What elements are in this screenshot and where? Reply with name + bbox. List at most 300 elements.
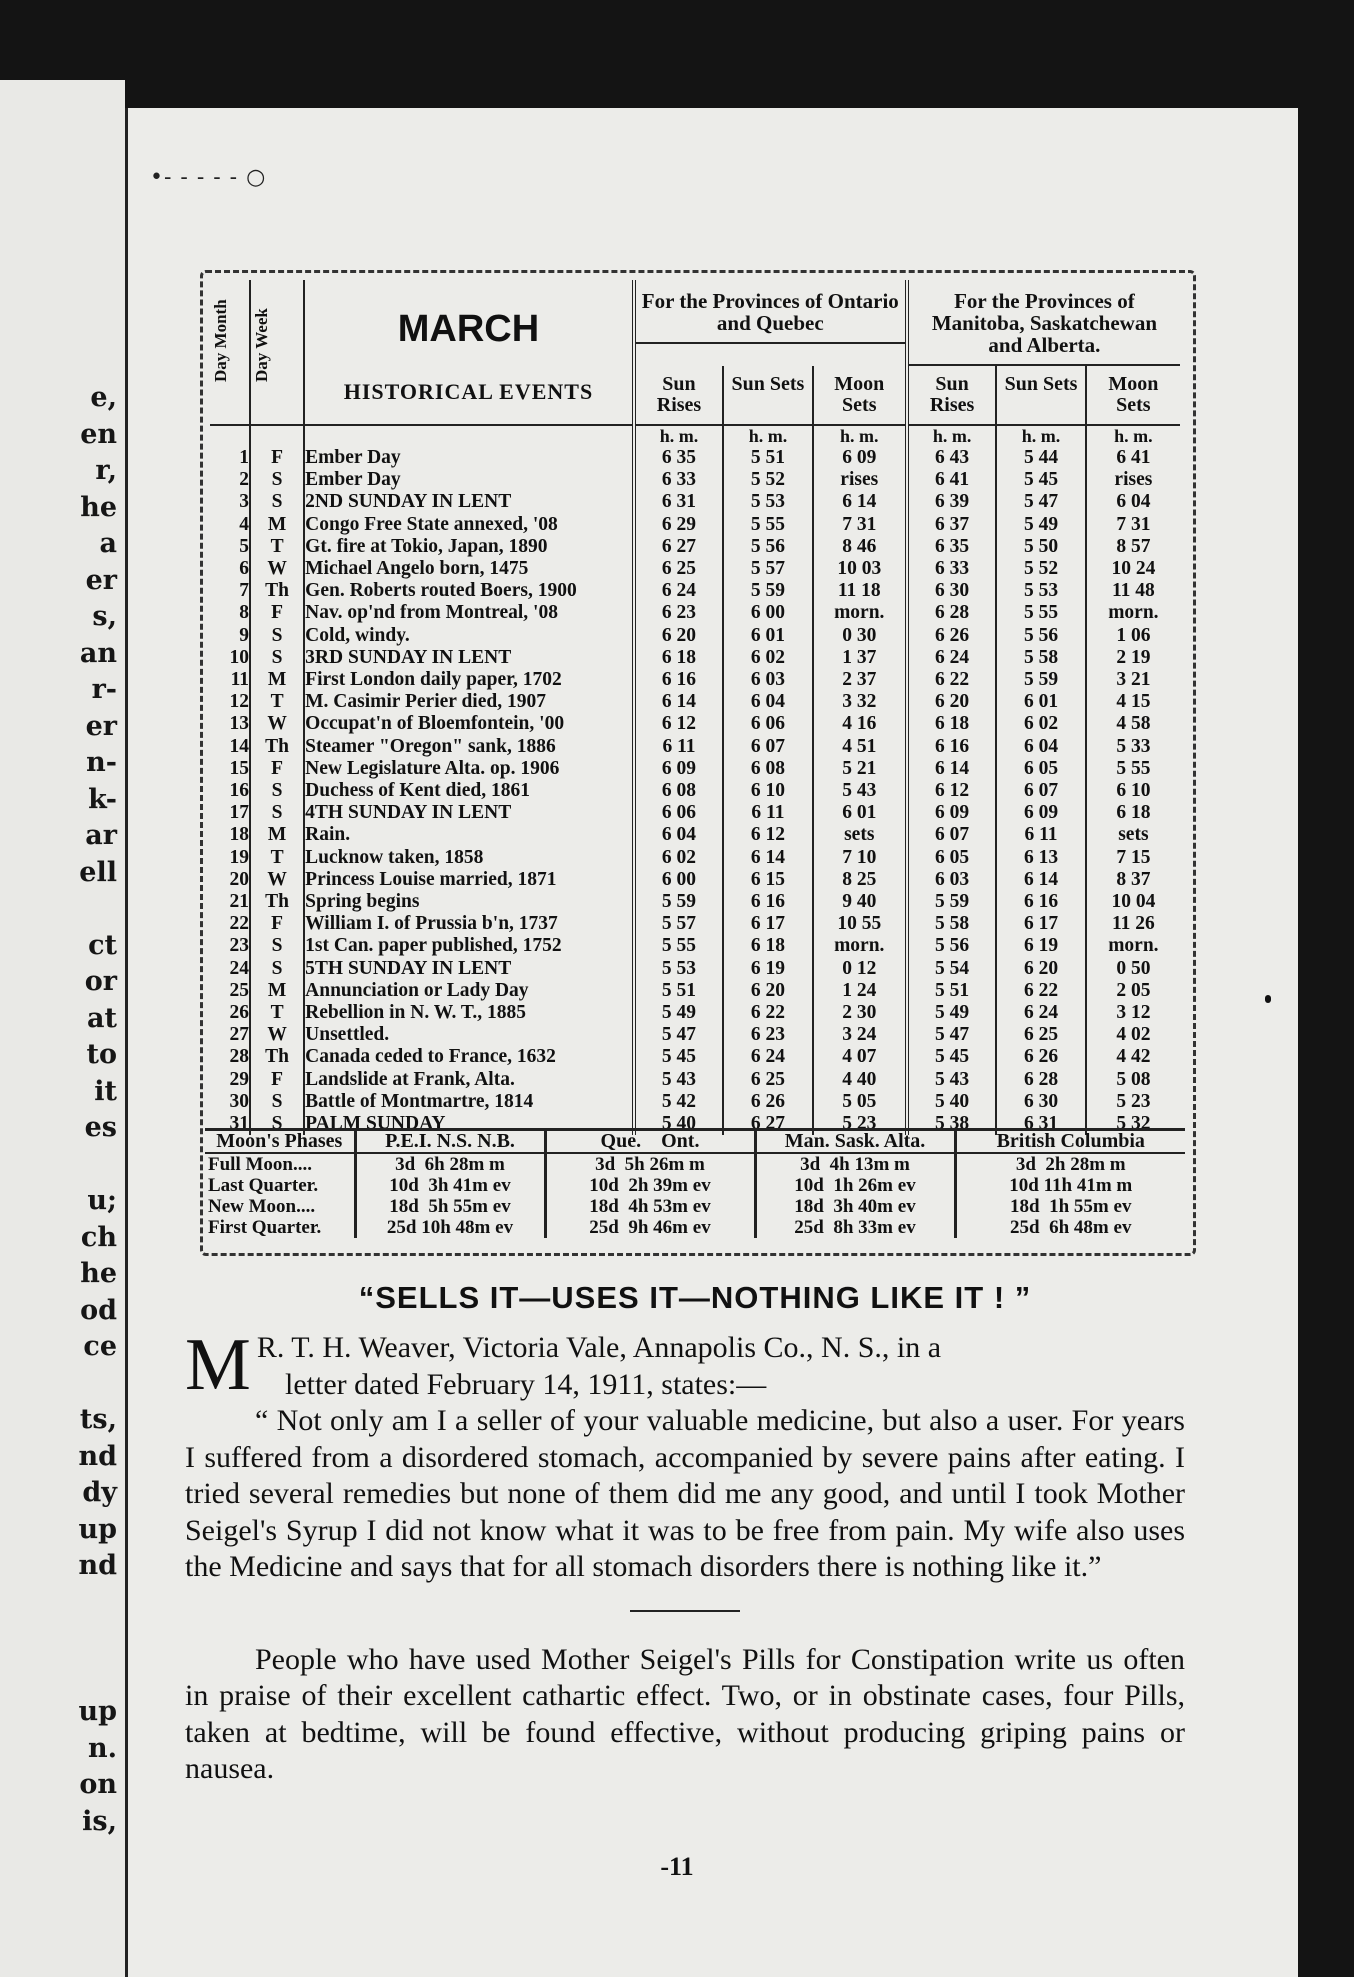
calendar-row xyxy=(210,469,1180,491)
cell-w: S xyxy=(250,958,304,980)
cell-h: rises xyxy=(1086,469,1180,491)
cell-f: 6 07 xyxy=(907,824,996,846)
phase-p2: 3d 5h 26m m xyxy=(545,1153,755,1175)
margin-fragment: or xyxy=(84,966,117,997)
cell-f: 5 51 xyxy=(907,980,996,1002)
cell-b: 5 53 xyxy=(723,491,812,513)
calendar-row xyxy=(210,824,1180,846)
cell-b: 6 22 xyxy=(723,1002,812,1024)
margin-fragment: to xyxy=(86,1039,117,1070)
cell-h: 3 12 xyxy=(1086,1002,1180,1024)
cell-a: 6 12 xyxy=(634,713,723,735)
cell-g: 6 09 xyxy=(996,802,1085,824)
cell-h: 0 50 xyxy=(1086,958,1180,980)
day-week-header: Day Week xyxy=(250,280,304,425)
cell-w: S xyxy=(250,935,304,957)
cell-a: 6 29 xyxy=(634,514,723,536)
cell-e: 1st Can. paper published, 1752 xyxy=(304,935,634,957)
margin-fragment: ts, xyxy=(79,1404,117,1435)
cell-e: Landslide at Frank, Alta. xyxy=(304,1069,634,1091)
cell-g: 6 13 xyxy=(996,847,1085,869)
cell-b: 6 06 xyxy=(723,713,812,735)
testimonial-quote: “ Not only am I a seller of your valuable medicine, but also a user. For years I suffered from a disordered stomach, accompanied by severe pains after eating. I tried several remedies but none of them did me any good, and until I took Mother Seigel's Syrup I did not know what it was to be free from pain. My wife also uses the Medicine and says that for all stomach disorders there is nothing like it.” xyxy=(185,1404,1185,1583)
calendar-row xyxy=(210,780,1180,802)
cell-h: morn. xyxy=(1086,602,1180,624)
margin-fragment: he xyxy=(80,491,117,523)
phase-p2: 25d 9h 46m ev xyxy=(545,1217,755,1238)
cell-a: 5 49 xyxy=(634,1002,723,1024)
cell-f: 6 39 xyxy=(907,491,996,513)
margin-fragment: od xyxy=(80,1294,117,1326)
cell-b: 5 56 xyxy=(723,536,812,558)
cell-e: M. Casimir Perier died, 1907 xyxy=(304,691,634,713)
margin-fragment: es xyxy=(84,1112,117,1143)
phase-row xyxy=(205,1217,1185,1238)
cell-h: 6 04 xyxy=(1086,491,1180,513)
cell-a: 6 23 xyxy=(634,602,723,624)
phase-p4: 10d 11h 41m m xyxy=(1009,1175,1133,1196)
cell-d: 18 xyxy=(229,824,250,846)
cell-w: M xyxy=(250,980,304,1002)
phase-p1: 18d 5h 55m ev xyxy=(355,1196,545,1217)
region-label: Man. Sask. Alta. xyxy=(755,1130,955,1154)
events-header xyxy=(304,280,634,425)
phase-p4: 3d 2h 28m m xyxy=(1015,1154,1126,1175)
margin-fragment: ell xyxy=(79,856,117,888)
cell-b: 6 16 xyxy=(723,891,812,913)
cell-h: 11 48 xyxy=(1086,580,1180,602)
cell-f: 5 45 xyxy=(907,1046,996,1068)
cell-h: 2 05 xyxy=(1086,980,1180,1002)
cell-w: F xyxy=(250,758,304,780)
cell-g: 6 28 xyxy=(996,1069,1085,1091)
cell-h: 4 15 xyxy=(1086,691,1180,713)
margin-fragment: nd xyxy=(78,1550,117,1581)
cell-g: 6 26 xyxy=(996,1046,1085,1068)
cell-a: 5 53 xyxy=(634,958,723,980)
phase-p2: 10d 2h 39m ev xyxy=(545,1175,755,1196)
calendar-row xyxy=(210,935,1180,957)
cell-h: 6 18 xyxy=(1086,802,1180,824)
cell-h: 5 33 xyxy=(1086,736,1180,758)
cell-a: 5 42 xyxy=(634,1091,723,1113)
cell-g: 5 50 xyxy=(996,536,1085,558)
cell-d: 10 xyxy=(229,646,250,668)
cell-e: Princess Louise married, 1871 xyxy=(304,869,634,891)
sun-rises-header: Sun Rises xyxy=(634,366,723,425)
cell-g: 6 17 xyxy=(996,913,1085,935)
cell-h: sets xyxy=(1086,824,1180,846)
cell-a: 5 51 xyxy=(634,980,723,1002)
cell-w: S xyxy=(250,491,304,513)
calendar-row xyxy=(210,891,1180,913)
cell-w: W xyxy=(250,869,304,891)
margin-fragment xyxy=(78,1585,117,1622)
cell-f: 6 22 xyxy=(907,669,996,691)
calendar-row xyxy=(210,625,1180,647)
cell-f: 6 12 xyxy=(907,780,996,802)
cell-e: Congo Free State annexed, '08 xyxy=(304,514,634,536)
cell-w: F xyxy=(250,447,304,469)
cell-d: 24 xyxy=(229,957,250,979)
cell-d: 21 xyxy=(229,891,250,913)
cell-h: 4 42 xyxy=(1086,1046,1180,1068)
cell-c: morn. xyxy=(813,602,907,624)
cell-d: 29 xyxy=(229,1068,250,1090)
cell-h: 11 26 xyxy=(1086,913,1180,935)
cell-a: 6 25 xyxy=(634,558,723,580)
page-number: -11 xyxy=(660,1852,694,1881)
cell-c: 9 40 xyxy=(813,891,907,913)
cell-b: 6 26 xyxy=(723,1091,812,1113)
cell-c: 1 24 xyxy=(813,980,907,1002)
cell-h: 6 41 xyxy=(1086,447,1180,469)
calendar-row xyxy=(210,602,1180,624)
advert-body xyxy=(185,1324,1185,1788)
cell-w: S xyxy=(250,1113,304,1135)
moon-sets-header: Moon Sets xyxy=(1086,366,1180,425)
cell-w: S xyxy=(250,625,304,647)
cell-h: 6 10 xyxy=(1086,780,1180,802)
margin-fragment: s, xyxy=(92,601,117,632)
cell-b: 6 01 xyxy=(723,625,812,647)
region-label: British Columbia xyxy=(955,1130,1185,1154)
cell-c: 6 01 xyxy=(813,802,907,824)
advert-title: “SELLS IT—USES IT—NOTHING LIKE IT ! ” xyxy=(358,1280,1032,1315)
cell-c: 2 37 xyxy=(813,669,907,691)
cell-b: 5 57 xyxy=(723,558,812,580)
cell-e: First London daily paper, 1702 xyxy=(304,669,634,691)
cell-w: M xyxy=(250,824,304,846)
calendar-row xyxy=(210,980,1180,1002)
phase-p1: 3d 6h 28m m xyxy=(355,1153,545,1175)
units-label: h. m. xyxy=(723,425,812,447)
margin-fragment: n- xyxy=(86,747,117,778)
cell-c: 5 21 xyxy=(813,758,907,780)
phase-row xyxy=(205,1175,1185,1196)
cell-h: 7 15 xyxy=(1086,847,1180,869)
calendar-row xyxy=(210,647,1180,669)
cell-d: 5 xyxy=(239,535,250,557)
cell-f: 6 28 xyxy=(907,602,996,624)
cell-h: 5 23 xyxy=(1086,1091,1180,1113)
margin-fragment: ar xyxy=(85,820,117,851)
cell-h: 8 57 xyxy=(1086,536,1180,558)
cell-f: 6 16 xyxy=(907,736,996,758)
phase-label: New Moon.... xyxy=(205,1196,355,1217)
cell-e: Ember Day xyxy=(304,447,634,469)
cell-c: 5 23 xyxy=(813,1113,907,1135)
cell-c: 5 05 xyxy=(813,1091,907,1113)
cell-d: 8 xyxy=(239,602,250,624)
ink-speck xyxy=(1265,995,1271,1003)
cell-w: S xyxy=(250,780,304,802)
cell-d: 16 xyxy=(229,780,250,802)
cell-c: 4 07 xyxy=(813,1046,907,1068)
cell-g: 6 11 xyxy=(996,824,1085,846)
cell-c: 0 12 xyxy=(813,958,907,980)
drop-cap: M xyxy=(185,1324,251,1406)
cell-w: T xyxy=(250,1002,304,1024)
cell-b: 6 04 xyxy=(723,691,812,713)
margin-fragment xyxy=(78,1621,117,1658)
cell-a: 5 40 xyxy=(634,1113,723,1135)
cell-h: 1 06 xyxy=(1086,625,1180,647)
margin-fragment xyxy=(78,1658,117,1695)
cell-b: 6 00 xyxy=(723,602,812,624)
cell-f: 6 41 xyxy=(907,469,996,491)
cell-h: 5 55 xyxy=(1086,758,1180,780)
margin-fragment: he xyxy=(80,1258,117,1289)
cell-e: Cold, windy. xyxy=(304,625,634,647)
phase-label: Full Moon.... xyxy=(205,1153,355,1175)
cell-d: 13 xyxy=(229,713,250,735)
cell-f: 5 38 xyxy=(907,1113,996,1135)
cell-h: morn. xyxy=(1086,935,1180,957)
cell-d: 27 xyxy=(229,1024,250,1046)
cell-e: Steamer "Oregon" sank, 1886 xyxy=(304,736,634,758)
cell-b: 6 11 xyxy=(723,802,812,824)
cell-e: Nav. op'nd from Montreal, '08 xyxy=(304,602,634,624)
phase-p3: 10d 1h 26m ev xyxy=(755,1175,955,1196)
margin-fragment: n. xyxy=(87,1732,117,1764)
cell-w: T xyxy=(250,536,304,558)
cell-f: 5 58 xyxy=(907,913,996,935)
margin-fragment: ce xyxy=(83,1331,117,1362)
margin-fragment: it xyxy=(94,1075,117,1107)
cell-w: M xyxy=(250,514,304,536)
cell-b: 5 55 xyxy=(723,514,812,536)
cell-e: 5TH SUNDAY IN LENT xyxy=(304,958,634,980)
cell-g: 5 55 xyxy=(996,602,1085,624)
sun-sets-header: Sun Sets xyxy=(723,366,812,425)
binding-staple-icon: •- - - - - ○ xyxy=(150,165,267,190)
advert-line-2: letter dated February 14, 1911, states:— xyxy=(285,1367,767,1401)
cell-e: 3RD SUNDAY IN LENT xyxy=(304,647,634,669)
cell-d: 3 xyxy=(239,491,250,513)
cell-g: 6 14 xyxy=(996,869,1085,891)
cell-f: 6 33 xyxy=(907,558,996,580)
margin-fragment: er xyxy=(85,710,117,742)
cell-d: 14 xyxy=(229,735,250,757)
cell-f: 5 40 xyxy=(907,1091,996,1113)
cell-w: Th xyxy=(250,580,304,602)
cell-b: 6 27 xyxy=(723,1113,812,1135)
cell-e: Rain. xyxy=(304,824,634,846)
cell-a: 6 33 xyxy=(634,469,723,491)
cell-d: 25 xyxy=(229,979,250,1001)
cell-a: 6 18 xyxy=(634,647,723,669)
margin-fragment: up xyxy=(78,1513,117,1545)
cell-g: 5 53 xyxy=(996,580,1085,602)
cell-h: 5 08 xyxy=(1086,1069,1180,1091)
cell-g: 6 31 xyxy=(996,1113,1085,1135)
cell-b: 6 03 xyxy=(723,669,812,691)
calendar-row xyxy=(210,691,1180,713)
cell-f: 6 05 xyxy=(907,847,996,869)
moon-phases-table xyxy=(205,1128,1185,1238)
phase-p3: 18d 3h 40m ev xyxy=(755,1196,955,1217)
cell-e: PALM SUNDAY xyxy=(304,1113,634,1135)
cell-h: 7 31 xyxy=(1086,514,1180,536)
cell-e: Ember Day xyxy=(304,469,634,491)
calendar-row xyxy=(210,736,1180,758)
calendar-row xyxy=(210,580,1180,602)
cell-c: 3 32 xyxy=(813,691,907,713)
cell-b: 6 20 xyxy=(723,980,812,1002)
cell-d: 12 xyxy=(229,691,250,713)
calendar-row xyxy=(210,1069,1180,1091)
cell-h: 3 21 xyxy=(1086,669,1180,691)
cell-b: 5 52 xyxy=(723,469,812,491)
day-month-header: Day Month xyxy=(210,280,250,425)
cell-g: 6 19 xyxy=(996,935,1085,957)
cell-b: 6 14 xyxy=(723,847,812,869)
margin-fragment: a xyxy=(99,528,117,559)
calendar-row xyxy=(210,1046,1180,1068)
cell-d: 11 xyxy=(230,669,250,691)
cell-g: 6 30 xyxy=(996,1091,1085,1113)
cell-c: 7 31 xyxy=(813,514,907,536)
cell-a: 6 02 xyxy=(634,847,723,869)
cell-w: M xyxy=(250,669,304,691)
cell-f: 5 47 xyxy=(907,1024,996,1046)
cell-c: 10 55 xyxy=(813,913,907,935)
cell-e: Spring begins xyxy=(304,891,634,913)
cell-e: Gt. fire at Tokio, Japan, 1890 xyxy=(304,536,634,558)
cell-w: S xyxy=(250,802,304,824)
cell-a: 6 11 xyxy=(634,736,723,758)
cell-w: T xyxy=(250,691,304,713)
cell-e: Gen. Roberts routed Boers, 1900 xyxy=(304,580,634,602)
cell-e: 2ND SUNDAY IN LENT xyxy=(304,491,634,513)
cell-w: F xyxy=(250,1069,304,1091)
phase-row xyxy=(205,1196,1185,1217)
margin-fragment: dy xyxy=(82,1477,117,1508)
cell-e: Lucknow taken, 1858 xyxy=(304,847,634,869)
cell-f: 5 59 xyxy=(907,891,996,913)
cell-c: 3 24 xyxy=(813,1024,907,1046)
margin-fragment: u; xyxy=(87,1185,117,1216)
cell-d: 20 xyxy=(229,868,250,890)
cell-e: New Legislature Alta. op. 1906 xyxy=(304,758,634,780)
cell-f: 6 43 xyxy=(907,447,996,469)
margin-fragment: r, xyxy=(95,455,117,486)
margin-fragment: r- xyxy=(91,674,117,705)
units-label: h. m. xyxy=(996,425,1085,447)
calendar-row xyxy=(210,847,1180,869)
cell-c: 8 25 xyxy=(813,869,907,891)
cell-g: 6 25 xyxy=(996,1024,1085,1046)
margin-fragment: up xyxy=(78,1696,117,1727)
calendar-row xyxy=(210,1002,1180,1024)
region-prairies: For the Provinces of Manitoba, Saskatchewan and Alberta. xyxy=(907,280,1180,366)
cell-h: 10 24 xyxy=(1086,558,1180,580)
cell-a: 6 20 xyxy=(634,625,723,647)
cell-g: 5 44 xyxy=(996,447,1085,469)
section-divider xyxy=(630,1610,740,1612)
cell-e: William I. of Prussia b'n, 1737 xyxy=(304,913,634,935)
cell-a: 6 09 xyxy=(634,758,723,780)
calendar-row xyxy=(210,1091,1180,1113)
cell-c: 4 51 xyxy=(813,736,907,758)
cell-a: 5 57 xyxy=(634,913,723,935)
cell-w: S xyxy=(250,469,304,491)
cell-a: 5 59 xyxy=(634,891,723,913)
cell-a: 5 45 xyxy=(634,1046,723,1068)
cell-g: 5 52 xyxy=(996,558,1085,580)
cell-b: 6 18 xyxy=(723,935,812,957)
margin-fragment: k- xyxy=(88,783,117,815)
cell-d: 26 xyxy=(229,1002,250,1024)
cell-f: 6 26 xyxy=(907,625,996,647)
calendar-row xyxy=(210,869,1180,891)
cell-a: 6 16 xyxy=(634,669,723,691)
cell-c: 6 14 xyxy=(813,491,907,513)
cell-f: 6 24 xyxy=(907,647,996,669)
cell-f: 6 14 xyxy=(907,758,996,780)
cell-w: W xyxy=(250,558,304,580)
calendar-table xyxy=(210,280,1180,1135)
cell-b: 6 15 xyxy=(723,869,812,891)
cell-e: Duchess of Kent died, 1861 xyxy=(304,780,634,802)
cell-e: Unsettled. xyxy=(304,1024,634,1046)
cell-b: 5 59 xyxy=(723,580,812,602)
margin-fragment: er xyxy=(85,564,117,596)
month-title: MARCH xyxy=(397,308,540,350)
cell-g: 5 45 xyxy=(996,469,1085,491)
phase-p1: 25d 10h 48m ev xyxy=(355,1217,545,1238)
cell-g: 6 20 xyxy=(996,958,1085,980)
cell-c: 4 16 xyxy=(813,713,907,735)
cell-f: 5 54 xyxy=(907,958,996,980)
cell-h: 4 58 xyxy=(1086,713,1180,735)
cell-f: 6 18 xyxy=(907,713,996,735)
cell-d: 7 xyxy=(239,580,250,602)
cell-a: 6 00 xyxy=(634,869,723,891)
moon-phases-header: Moon's Phases xyxy=(205,1130,355,1154)
sun-sets-header: Sun Sets xyxy=(996,366,1085,425)
cell-f: 6 20 xyxy=(907,691,996,713)
cell-g: 5 56 xyxy=(996,625,1085,647)
phase-label: First Quarter. xyxy=(205,1217,355,1238)
cell-b: 6 23 xyxy=(723,1024,812,1046)
cell-e: Canada ceded to France, 1632 xyxy=(304,1046,634,1068)
cell-a: 6 14 xyxy=(634,691,723,713)
cell-d: 6 xyxy=(239,558,250,580)
cell-e: Occupat'n of Bloemfontein, '00 xyxy=(304,713,634,735)
advert-line-1: R. T. H. Weaver, Victoria Vale, Annapolis Co., N. S., in a xyxy=(256,1331,942,1364)
calendar-row xyxy=(210,802,1180,824)
calendar-row xyxy=(210,491,1180,513)
cell-g: 6 07 xyxy=(996,780,1085,802)
cell-g: 6 01 xyxy=(996,691,1085,713)
margin-fragment: ct xyxy=(88,929,117,961)
cell-g: 6 22 xyxy=(996,980,1085,1002)
cell-e: Michael Angelo born, 1475 xyxy=(304,558,634,580)
cell-e: Battle of Montmartre, 1814 xyxy=(304,1091,634,1113)
cell-f: 6 09 xyxy=(907,802,996,824)
calendar-row xyxy=(210,514,1180,536)
calendar-row xyxy=(210,669,1180,691)
cell-h: 2 19 xyxy=(1086,647,1180,669)
cell-w: Th xyxy=(250,1046,304,1068)
margin-fragment xyxy=(78,1147,117,1184)
cell-f: 6 35 xyxy=(907,536,996,558)
cell-d: 9 xyxy=(239,624,250,646)
cell-d: 30 xyxy=(229,1090,250,1112)
cell-f: 5 43 xyxy=(907,1069,996,1091)
